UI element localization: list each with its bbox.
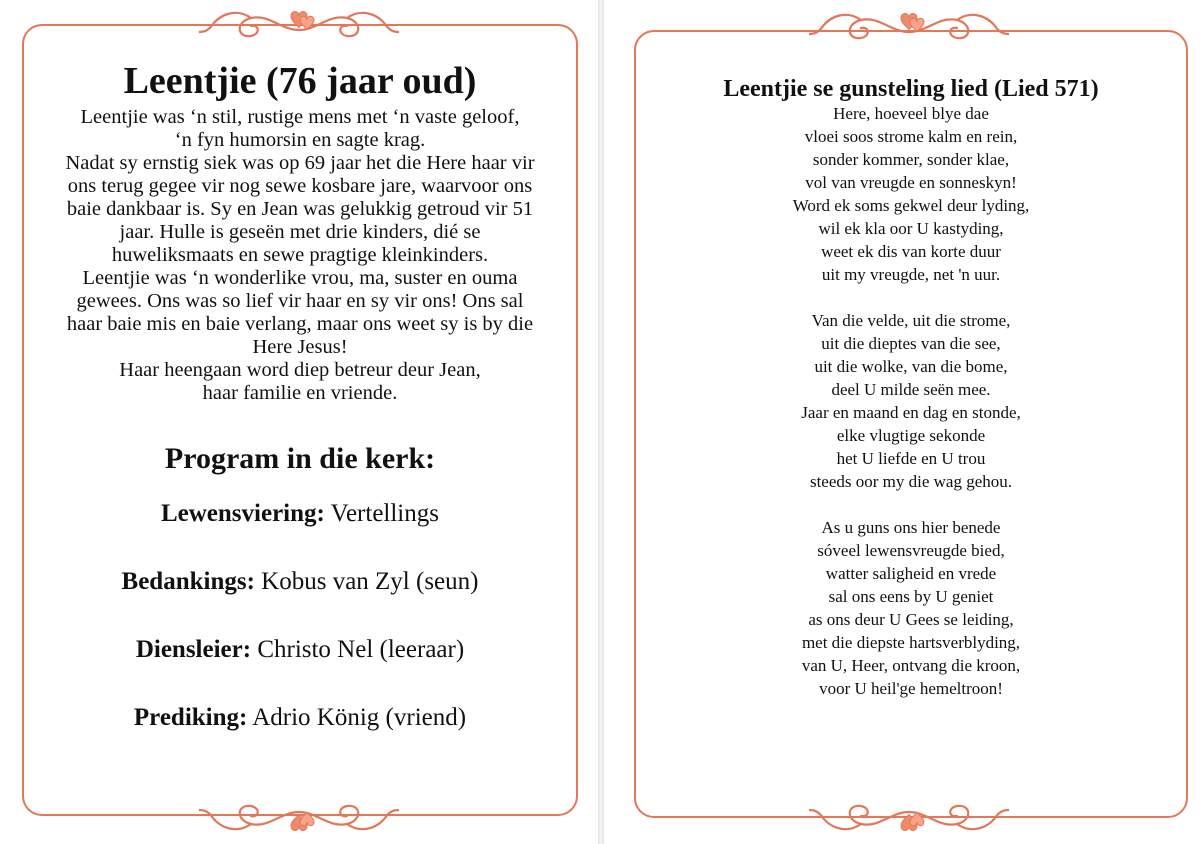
left-page	[0, 0, 598, 844]
song-verse	[640, 516, 1182, 700]
verse-line: uit die dieptes van die see,	[821, 334, 1001, 353]
right-page	[604, 0, 1200, 844]
song-section	[640, 76, 1182, 723]
verse-line: het U liefde en U trou	[836, 449, 986, 468]
verse-line: wil ek kla oor U kastyding,	[818, 219, 1004, 238]
memorial-text	[30, 106, 570, 405]
memorial-line: ons terug gegee vir nog sewe kosbare jare, waarvoor ons	[67, 175, 533, 197]
memorial-line: baie dankbaar is. Sy en Jean was gelukkig getroud vir 51	[66, 198, 534, 220]
program-heading: Program in die kerk:	[164, 442, 436, 475]
flourish-heart-ornament-icon	[199, 4, 399, 42]
memorial-line: Here Jesus!	[252, 336, 348, 358]
verse-line: vloei soos strome kalm en rein,	[804, 127, 1018, 146]
verse-line: van U, Heer, ontvang die kroon,	[801, 656, 1021, 675]
verse-line: Here, hoeveel blye dae	[833, 104, 989, 123]
program-person: Kobus van Zyl (seun)	[261, 568, 479, 595]
verse-line: vol van vreugde en sonneskyn!	[805, 173, 1017, 192]
verse-line: deel U milde seën mee.	[831, 380, 991, 399]
memorial-line: Leentjie was ‘n stil, rustige mens met ‘n vaste geloof,	[80, 106, 520, 128]
program-item	[30, 499, 570, 529]
program-person: Adrio König (vriend)	[252, 704, 467, 731]
verse-line: Van die velde, uit die strome,	[811, 311, 1011, 330]
memorial-line: gewees. Ons was so lief vir haar en sy vir ons! Ons sal	[76, 290, 524, 312]
memorial-line: jaar. Hulle is geseën met drie kinders, dié se	[119, 221, 481, 243]
memorial-line: Leentjie was ‘n wonderlike vrou, ma, suster en ouma	[82, 267, 518, 289]
memorial-line: haar baie mis en baie verlang, maar ons weet sy is by die	[66, 313, 534, 335]
verse-line: Jaar en maand en dag en stonde,	[801, 403, 1021, 422]
program-list	[30, 499, 570, 733]
program-item	[30, 635, 570, 665]
song-title: Leentjie se gunsteling lied (Lied 571)	[723, 76, 1099, 102]
flourish-heart-ornament-icon	[199, 800, 399, 838]
verse-line: Word ek soms gekwel deur lyding,	[792, 196, 1030, 215]
memorial-line: haar familie en vriende.	[202, 382, 398, 404]
verse-line: sonder kommer, sonder klae,	[812, 150, 1010, 169]
verse-line: sóveel lewensvreugde bied,	[817, 541, 1005, 560]
verse-line: watter saligheid en vrede	[825, 564, 997, 583]
program-role: Lewensviering:	[160, 500, 325, 527]
verse-line: steeds oor my die wag gehou.	[809, 472, 1013, 491]
memorial-line: Haar heengaan word diep betreur deur Jean,	[119, 359, 481, 381]
program-item	[30, 703, 570, 733]
memorial-line: Nadat sy ernstig siek was op 69 jaar het die Here haar vir	[65, 152, 535, 174]
verse-line: elke vlugtige sekonde	[836, 426, 986, 445]
program-item	[30, 567, 570, 597]
song-verse	[640, 309, 1182, 493]
flourish-heart-ornament-icon	[809, 6, 1009, 44]
verse-line: uit die wolke, van die bome,	[814, 357, 1008, 376]
song-verse	[640, 102, 1182, 286]
flourish-heart-ornament-icon	[809, 800, 1009, 838]
verse-line: weet ek dis van korte duur	[821, 242, 1001, 261]
memorial-line: ‘n fyn humorsin en sagte krag.	[174, 129, 426, 151]
program-role: Bedankings:	[121, 568, 255, 595]
program-person: Christo Nel (leeraar)	[257, 636, 465, 663]
verse-line: uit my vreugde, net 'n uur.	[821, 265, 1001, 284]
verse-line: sal ons eens by U geniet	[828, 587, 994, 606]
program-role: Prediking:	[133, 704, 248, 731]
memorial-title: Leentjie (76 jaar oud)	[123, 60, 477, 102]
verse-line: met die diepste hartsverblyding,	[801, 633, 1021, 652]
program-role: Diensleier:	[135, 636, 252, 663]
verse-line: as ons deur U Gees se leiding,	[808, 610, 1014, 629]
verse-line: As u guns ons hier benede	[821, 518, 1001, 537]
memorial-section	[30, 58, 570, 771]
memorial-line: huweliksmaats en sewe pragtige kleinkinders.	[111, 244, 489, 266]
program-person: Vertellings	[330, 500, 439, 527]
verse-line: voor U heil'ge hemeltroon!	[819, 679, 1003, 698]
